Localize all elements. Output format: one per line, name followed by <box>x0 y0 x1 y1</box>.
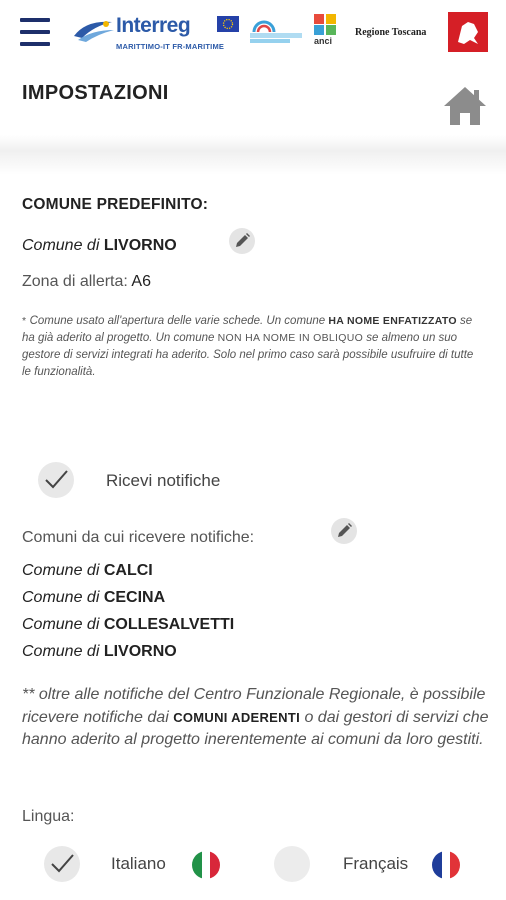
notifications-toggle-label[interactable]: Ricevi notifiche <box>106 471 221 490</box>
app-header <box>0 0 506 150</box>
language-italiano-radio[interactable] <box>44 846 80 882</box>
notifications-note: ** oltre alle notifiche del Centro Funzionale Regionale, è possibile ricevere notifiche dai COMUNI ADERENTI o dai gestori di servizi che hanno aderito al progetto inerentemente ai comuni da loro gestiti. <box>22 686 489 748</box>
interreg-logo: Interreg MARITTIMO-IT FR-MARITIME <box>72 14 242 54</box>
notification-comuni-label: Comuni da cui ricevere notifiche: <box>22 529 255 546</box>
language-francais-label[interactable]: Français <box>343 854 409 873</box>
protezione-evolution-logo <box>248 18 304 46</box>
edit-default-comune-pencil-icon[interactable] <box>229 228 255 254</box>
list-item: Comune di CALCI <box>22 562 153 579</box>
header-shadow <box>0 135 506 175</box>
zone-line <box>22 273 151 291</box>
list-item: Comune di CECINA <box>22 589 166 606</box>
comune-name: LIVORNO <box>103 237 177 254</box>
regione-toscana-logo <box>448 12 488 52</box>
zone-label: Zona di allerta: <box>22 273 128 290</box>
partner-logos <box>72 10 492 56</box>
page-title: IMPOSTAZIONI <box>22 82 169 104</box>
default-comune-heading: COMUNE PREDEFINITO: <box>22 196 209 213</box>
anci-text: anci <box>314 36 333 46</box>
language-label: Lingua: <box>22 808 75 825</box>
language-italiano-label[interactable]: Italiano <box>111 854 166 873</box>
checkmark-icon <box>44 846 80 882</box>
default-comune-note: * Comune usato all'apertura delle varie schede. Un comune HA NOME ENFATIZZATO se ha già aderito al progetto. Un comune NON HA NOME IN OBLIQUO se almeno un suo gestore di servizi integrati ha aderito. Solo nel primo caso sarà possibile usufruire di tutte le funzionalità. <box>22 315 474 378</box>
list-item: Comune di COLLESALVETTI <box>22 616 235 633</box>
notifications-checkbox[interactable] <box>38 462 74 498</box>
anci-toscana-logo <box>312 12 346 52</box>
france-flag-icon <box>432 851 460 879</box>
language-francais-radio[interactable] <box>274 846 310 882</box>
zone-value: A6 <box>131 273 151 290</box>
comune-prefix: Comune di <box>22 237 100 254</box>
italy-flag-icon <box>192 851 220 879</box>
edit-notification-comuni-pencil-icon[interactable] <box>331 518 357 544</box>
hamburger-menu-icon[interactable] <box>20 18 50 48</box>
list-item: Comune di LIVORNO <box>22 643 177 660</box>
eu-flag-icon <box>217 16 239 32</box>
default-comune-value <box>22 237 177 255</box>
home-icon[interactable] <box>442 84 488 128</box>
checkmark-icon <box>38 462 74 498</box>
regione-toscana-text: Regione Toscana <box>355 27 427 38</box>
